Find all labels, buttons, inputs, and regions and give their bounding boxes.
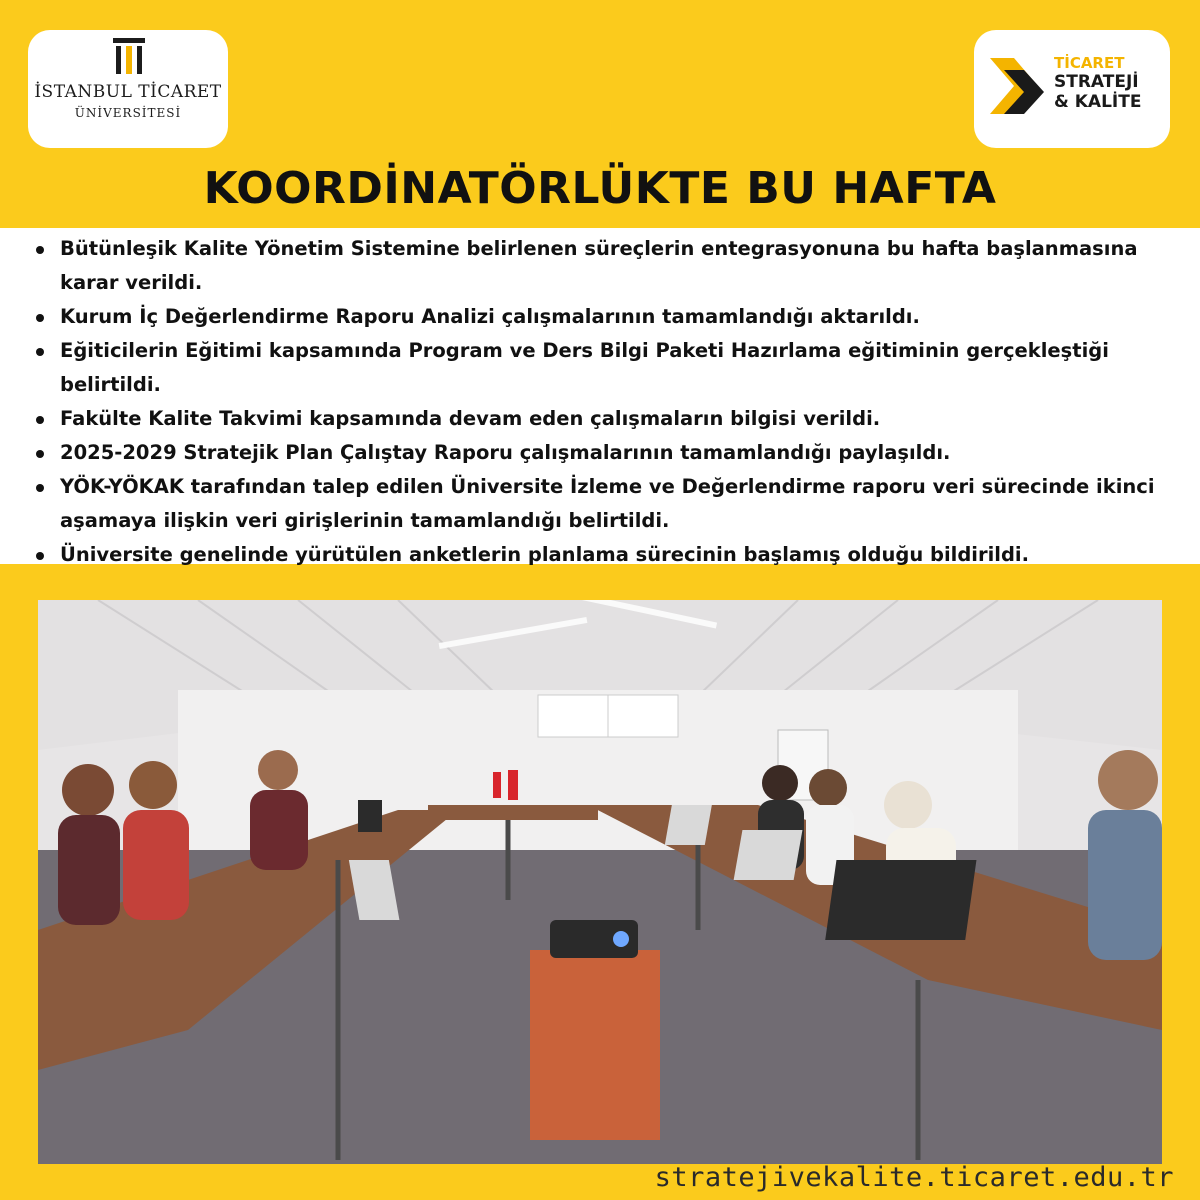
- bullet-icon: [36, 314, 44, 322]
- list-item: [30, 538, 1180, 572]
- page-title: KOORDİNATÖRLÜKTE BU HAFTA: [203, 163, 997, 214]
- strategy-quality-logo-icon: [988, 56, 1052, 116]
- bullet-icon: [36, 552, 44, 560]
- logo-text-line3: & KALİTE: [1054, 92, 1142, 112]
- meeting-room-illustration: [38, 600, 1162, 1164]
- list-item: [30, 232, 1180, 300]
- list-item-text: Eğiticilerin Eğitimi kapsamında Program ve Ders Bilgi Paketi Hazırlama eğitiminin gerçekleştiği belirtildi.: [60, 339, 1109, 396]
- itu-logo-icon: [112, 36, 146, 76]
- list-item-text: 2025-2029 Stratejik Plan Çalıştay Raporu çalışmalarının tamamlandığı paylaşıldı.: [60, 441, 951, 464]
- bullet-icon: [36, 450, 44, 458]
- bullet-icon: [36, 416, 44, 424]
- logo-text-line2: STRATEJİ: [1054, 72, 1139, 92]
- meeting-photo: [38, 600, 1162, 1164]
- website-url: stratejivekalite.ticaret.edu.tr: [654, 1162, 1174, 1193]
- list-item: [30, 402, 1180, 436]
- list-item: [30, 334, 1180, 402]
- bullet-icon: [36, 484, 44, 492]
- bullet-icon: [36, 246, 44, 254]
- list-item: [30, 436, 1180, 470]
- list-item-text: Bütünleşik Kalite Yönetim Sistemine belirlenen süreçlerin entegrasyonuna bu hafta başlanmasına karar verildi.: [60, 237, 1138, 294]
- strategy-quality-logo-card: [974, 30, 1170, 148]
- bullet-list: [30, 232, 1180, 572]
- list-item-text: Fakülte Kalite Takvimi kapsamında devam eden çalışmaların bilgisi verildi.: [60, 407, 881, 430]
- list-item: [30, 470, 1180, 538]
- list-item: [30, 300, 1180, 334]
- university-logo-card: [28, 30, 228, 148]
- logo-text-line1: TİCARET: [1054, 54, 1125, 72]
- bullet-icon: [36, 348, 44, 356]
- university-name-line1: İSTANBUL TİCARET: [34, 82, 222, 102]
- list-item-text: YÖK-YÖKAK tarafından talep edilen Üniversite İzleme ve Değerlendirme raporu veri sürecinde ikinci aşamaya ilişkin veri girişlerinin tamamlandığı belirtildi.: [60, 475, 1155, 532]
- university-name-line2: ÜNİVERSİTESİ: [74, 106, 182, 120]
- list-item-text: Kurum İç Değerlendirme Raporu Analizi çalışmalarının tamamlandığı aktarıldı.: [60, 305, 920, 328]
- list-item-text: Üniversite genelinde yürütülen anketlerin planlama sürecinin başlamış olduğu bildirildi.: [60, 543, 1030, 566]
